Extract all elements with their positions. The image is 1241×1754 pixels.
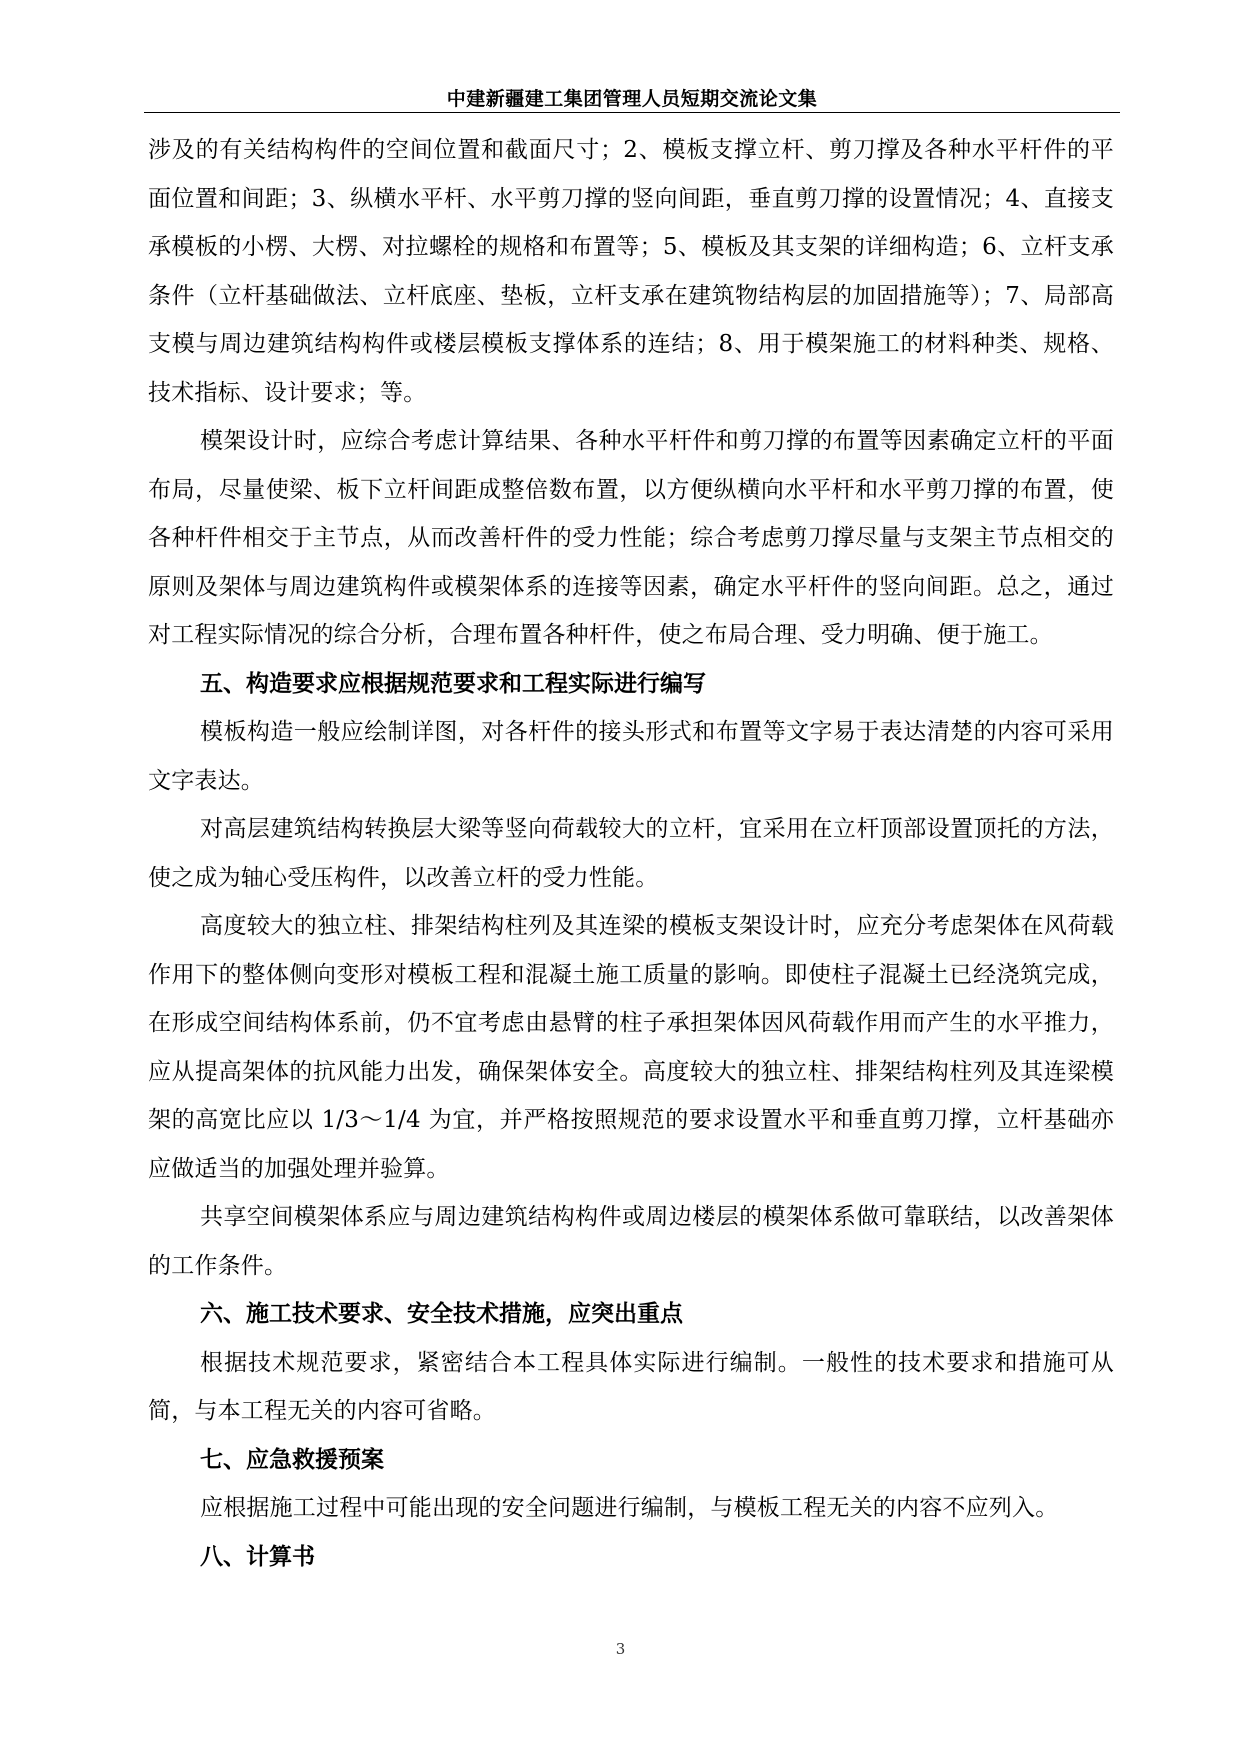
paragraph-construction-detail: 模板构造一般应绘制详图，对各杆件的接头形式和布置等文字易于表达清楚的内容可采用文字表达。	[148, 719, 1114, 794]
paragraph-emergency-plan: 应根据施工过程中可能出现的安全问题进行编制，与模板工程无关的内容不应列入。	[200, 1495, 1059, 1521]
paragraph-continued: 涉及的有关结构构件的空间位置和截面尺寸；2、模板支撑立杆、剪刀撑及各种水平杆件的平面位置和间距；3、纵横水平杆、水平剪刀撑的竖向间距，垂直剪刀撑的设置情况；4、直接支承模板的小楞、大楞、对拉螺栓的规格和布置等；5、模板及其支架的详细构造；6、立杆支承条件（立杆基础做法、立杆底座、垫板，立杆支承在建筑物结构层的加固措施等）；7、局部高支模与周边建筑结构构件或楼层模板支撑体系的连结；8、用于模架施工的材料种类、规格、技术指标、设计要求；等。	[148, 137, 1114, 406]
paragraph-technical-requirements: 根据技术规范要求，紧密结合本工程具体实际进行编制。一般性的技术要求和措施可从简，与本工程无关的内容可省略。	[148, 1349, 1114, 1424]
paragraph-shared-space: 共享空间模架体系应与周边建筑结构构件或周边楼层的模架体系做可靠联结，以改善架体的工作条件。	[148, 1204, 1114, 1279]
page-number: 3	[615, 1640, 626, 1658]
running-header-title: 中建新疆建工集团管理人员短期交流论文集	[446, 88, 818, 110]
header-divider	[144, 112, 1120, 113]
paragraph-formwork-design: 模架设计时，应综合考虑计算结果、各种水平杆件和剪刀撑的布置等因素确定立杆的平面布局，尽量使梁、板下立杆间距成整倍数布置，以方便纵横向水平杆和水平剪刀撑的布置，使各种杆件相交于主节点，从而改善杆件的受力性能；综合考虑剪刀撑尽量与支架主节点相交的原则及架体与周边建筑构件或模架体系的连接等因素，确定水平杆件的竖向间距。总之，通过对工程实际情况的综合分析，合理布置各种杆件，使之布局合理、受力明确、便于施工。	[148, 428, 1114, 648]
page-body	[148, 126, 1114, 1581]
paragraph-transfer-beam: 对高层建筑结构转换层大梁等竖向荷载较大的立杆，宜采用在立杆顶部设置顶托的方法，使之成为轴心受压构件，以改善立杆的受力性能。	[148, 816, 1114, 891]
paragraph-independent-column: 高度较大的独立柱、排架结构柱列及其连梁的模板支架设计时，应充分考虑架体在风荷载作用下的整体侧向变形对模板工程和混凝土施工质量的影响。即使柱子混凝土已经浇筑完成，在形成空间结构体系前，仍不宜考虑由悬臂的柱子承担架体因风荷载作用而产生的水平推力，应从提高架体的抗风能力出发，确保架体安全。高度较大的独立柱、排架结构柱列及其连梁模架的高宽比应以 1/3～1/4 为宜，并严格按照规范的要求设置水平和垂直剪刀撑，立杆基础亦应做适当的加强处理并验算。	[148, 913, 1114, 1182]
section-heading-6: 六、施工技术要求、安全技术措施，应突出重点	[200, 1301, 683, 1327]
section-heading-8: 八、计算书	[200, 1543, 315, 1570]
section-heading-7: 七、应急救援预案	[200, 1446, 384, 1473]
section-heading-5: 五、构造要求应根据规范要求和工程实际进行编写	[200, 670, 706, 697]
